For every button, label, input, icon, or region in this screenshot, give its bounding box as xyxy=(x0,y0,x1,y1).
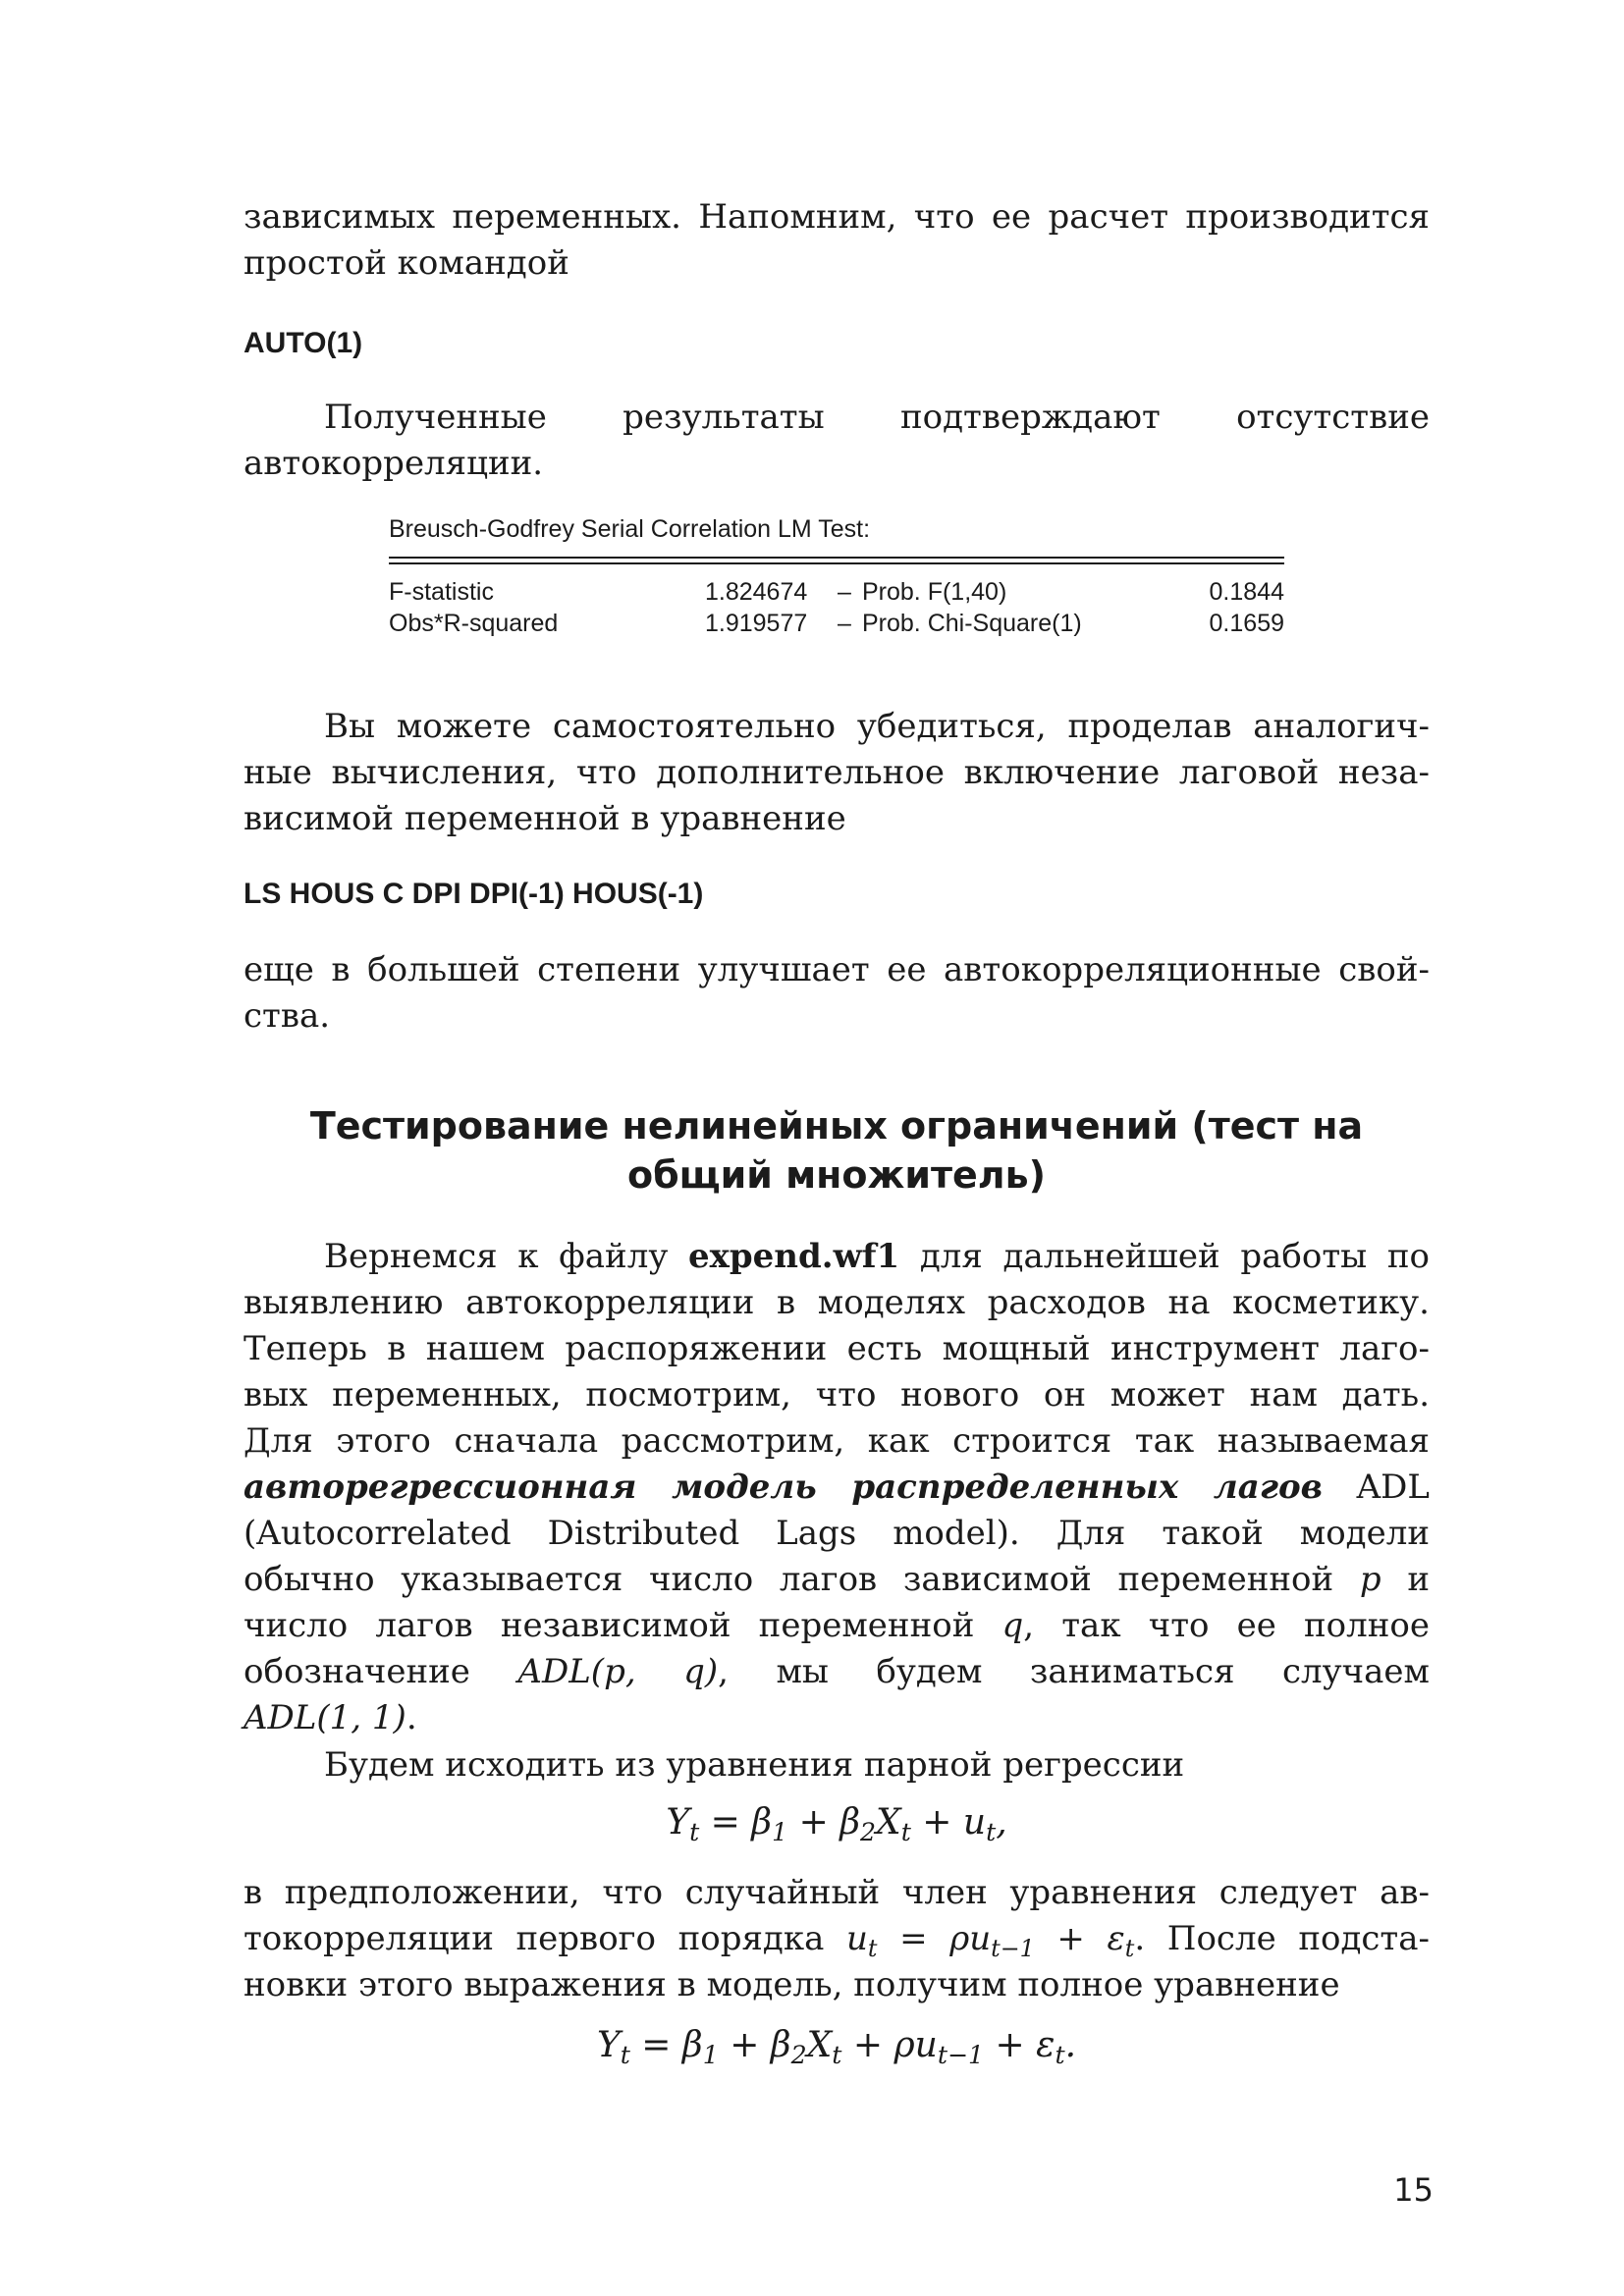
heading-line: общий множитель) xyxy=(626,1153,1046,1197)
math-q: q xyxy=(1001,1606,1024,1645)
section-heading xyxy=(244,1101,1430,1200)
text-line: ства. xyxy=(244,996,331,1036)
math-ar1: $u_t = \rho u_{t-1} + \varepsilon_t$ xyxy=(846,1919,1135,1962)
text-segment: токорреляции первого порядка xyxy=(244,1919,847,1958)
text-line: Вы можете самостоятельно убедиться, проделав аналогич- xyxy=(324,707,1430,746)
table-row xyxy=(389,610,1284,639)
paragraph-improves xyxy=(244,947,1430,1040)
text-line xyxy=(244,1649,1430,1695)
paragraph-intro xyxy=(244,194,1430,287)
equation-full: $Y_t = \beta_1 + \beta_2X_t + \rho u_{t-1} + \varepsilon_t$. xyxy=(596,2025,1077,2069)
text-segment: для дальнейшей работы по xyxy=(899,1237,1430,1276)
text-segment: . xyxy=(406,1698,417,1737)
table-rule xyxy=(389,562,1284,564)
text-line xyxy=(244,1465,1430,1511)
command-ls: LS HOUS C DPI DPI(-1) HOUS(-1) xyxy=(244,878,704,910)
text-line xyxy=(244,1916,1430,1962)
stat-dash: – xyxy=(838,610,851,637)
equation-regression: $Y_t = \beta_1 + \beta_2X_t + u_t$, xyxy=(666,1802,1007,1846)
text-line: Теперь в нашем распоряжении есть мощный инструмент лаго- xyxy=(244,1329,1430,1368)
text-line: в предположении, что случайный член уравнения следует ав- xyxy=(244,1873,1430,1912)
prob-label: Prob. Chi-Square(1) xyxy=(862,610,1082,637)
text-segment: . После подста- xyxy=(1134,1919,1430,1958)
text-segment: ADL xyxy=(1322,1468,1430,1507)
text-line: вых переменных, посмотрим, что нового он может нам дать. xyxy=(244,1375,1430,1415)
file-name: expend.wf1 xyxy=(688,1237,900,1276)
text-segment: и xyxy=(1380,1560,1430,1599)
command-auto: AUTO(1) xyxy=(244,327,363,359)
stat-value: 1.824674 xyxy=(705,578,808,606)
stat-value: 1.919577 xyxy=(705,610,808,637)
term-adl: авторегрессионная модель распределенных лагов xyxy=(244,1468,1323,1507)
paragraph-autocorrelation xyxy=(244,1870,1430,2008)
text-line: ные вычисления, что дополнительное включение лаговой неза- xyxy=(244,753,1430,792)
lm-test-output xyxy=(389,515,1284,643)
prob-value: 0.1659 xyxy=(1209,610,1284,637)
prob-label: Prob. F(1,40) xyxy=(862,578,1007,606)
paragraph-adl xyxy=(244,1234,1430,1741)
paragraph-results xyxy=(244,395,1430,487)
prob-value: 0.1844 xyxy=(1209,578,1284,606)
text-line: Для этого сначала рассмотрим, как строится так называемая xyxy=(244,1421,1430,1461)
paragraph-regression xyxy=(244,1742,1430,1789)
stat-label: Obs*R-squared xyxy=(389,610,559,637)
table-row xyxy=(389,578,1284,608)
text-segment: , мы будем заниматься случаем xyxy=(718,1652,1430,1691)
text-line: Будем исходить из уравнения парной регрессии xyxy=(324,1745,1185,1785)
text-segment: Вернемся к файлу xyxy=(324,1237,688,1276)
math-adl-11: ADL(1, 1) xyxy=(244,1698,406,1737)
math-adl-pq: ADL(p, q) xyxy=(517,1652,719,1691)
text-line xyxy=(244,1603,1430,1649)
text-line xyxy=(244,1695,1430,1741)
heading-line: Тестирование нелинейных ограничений (тест на xyxy=(309,1104,1364,1148)
text-segment: обычно указывается число лагов зависимой переменной xyxy=(244,1560,1360,1599)
text-line: зависимых переменных. Напомним, что ее расчет производится xyxy=(244,197,1430,237)
table-rule xyxy=(389,557,1284,559)
text-line: автокорреляции. xyxy=(244,444,544,483)
text-line: Полученные результаты подтверждают отсутствие xyxy=(324,398,1430,437)
text-segment: , так что ее полное xyxy=(1023,1606,1430,1645)
stat-dash: – xyxy=(838,578,851,606)
text-segment: обозначение xyxy=(244,1652,518,1691)
text-line xyxy=(244,1557,1430,1603)
text-line: висимой переменной в уравнение xyxy=(244,799,846,838)
text-line xyxy=(244,1234,1430,1280)
paragraph-lag xyxy=(244,704,1430,842)
text-line: (Autocorrelated Distributed Lags model). Для такой модели xyxy=(244,1514,1430,1553)
text-line: выявлению автокорреляции в моделях расходов на косметику. xyxy=(244,1283,1430,1322)
math-p: p xyxy=(1359,1560,1381,1599)
text-line: простой командой xyxy=(244,243,569,283)
page-number: 15 xyxy=(1393,2171,1434,2209)
text-line: новки этого выражения в модель, получим полное уравнение xyxy=(244,1965,1340,2004)
stat-label: F-statistic xyxy=(389,578,494,606)
text-segment: число лагов независимой переменной xyxy=(244,1606,1002,1645)
lm-test-title: Breusch-Godfrey Serial Correlation LM Test: xyxy=(389,515,871,543)
text-line: еще в большей степени улучшает ее автокорреляционные свой- xyxy=(244,950,1430,989)
